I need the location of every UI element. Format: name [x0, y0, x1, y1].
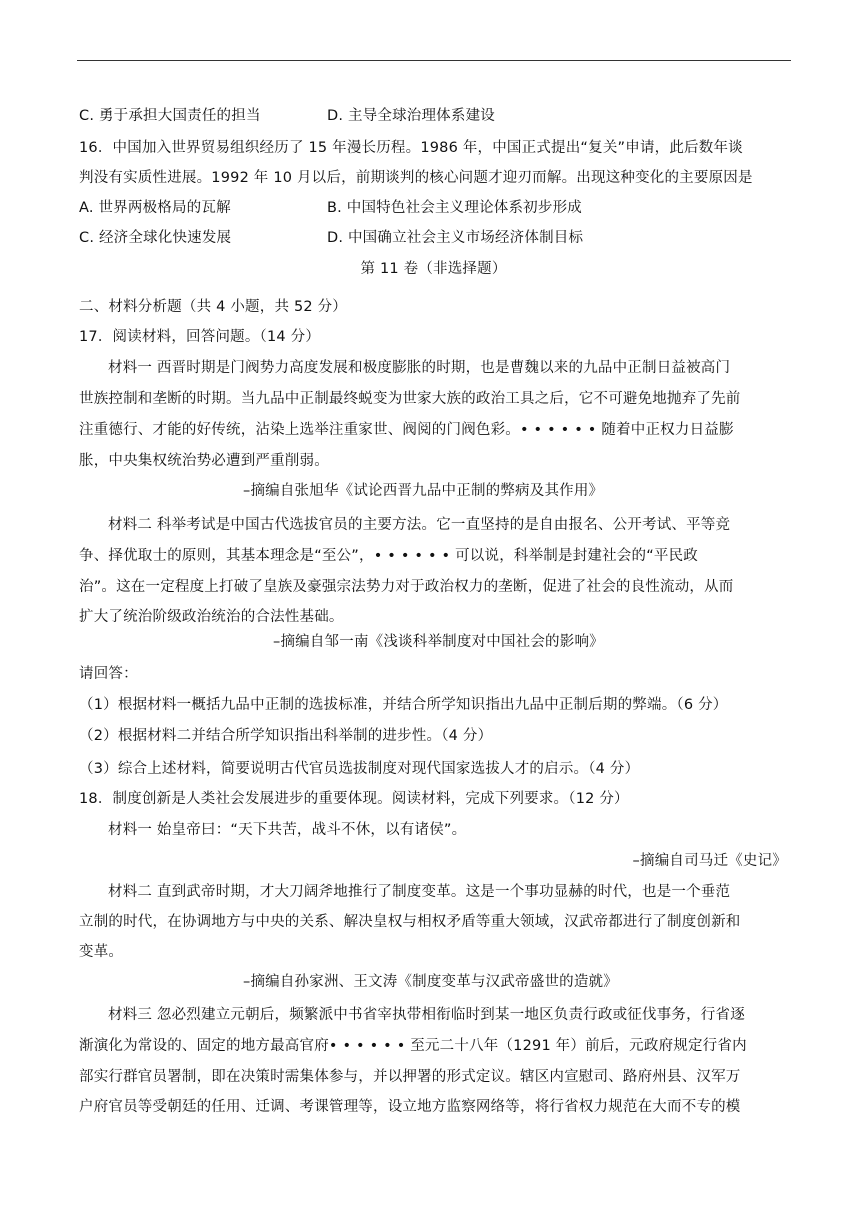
q17-material-2-source: –摘编自邹一南《浅谈科举制度对中国社会的影响》 — [273, 634, 604, 650]
q17-stem: 17．阅读材料，回答问题。（14 分） — [79, 329, 321, 345]
q16-options-row-2 — [79, 228, 584, 248]
q17-material-1-line-2: 世族控制和垄断的时期。当九品中正制最终蜕变为世家大族的政治工具之后，它不可避免地抛弃了先前 — [79, 391, 741, 407]
q17-subquestion-2: （2）根据材料二并结合所学知识指出科举制的进步性。（4 分） — [79, 728, 493, 744]
q18-material-1-source: –摘编自司马迁《史记》 — [632, 853, 787, 869]
q16-option-d: D. 中国确立社会主义市场经济体制目标 — [327, 230, 584, 246]
q15-option-d: D. 主导全球治理体系建设 — [327, 108, 495, 124]
q18-material-3-line-4: 户府官员等受朝廷的任用、迁调、考课管理等，设立地方监察网络等，将行省权力规范在大而不专的模 — [79, 1099, 741, 1115]
q17-material-1-line-4: 胀，中央集权统治势必遭到严重削弱。 — [79, 453, 329, 469]
volume-title: 第 11 卷（非选择题） — [360, 261, 507, 277]
q16-stem-line-1: 16．中国加入世界贸易组织经历了 15 年漫长历程。1986 年，中国正式提出“复关”申请，此后数年谈 — [79, 140, 743, 156]
q17-material-2-line-3: 治”。这在一定程度上打破了皇族及豪强宗法势力对于政治权力的垄断，促进了社会的良性流动，从而 — [79, 579, 734, 595]
q17-subquestion-1: （1）根据材料一概括九品中正制的选拔标准，并结合所学知识指出九品中正制后期的弊端。（6 分） — [79, 697, 728, 713]
q15-options-row — [79, 106, 495, 126]
header-rule — [77, 60, 791, 61]
q15-option-c: C. 勇于承担大国责任的担当 — [79, 108, 261, 124]
q16-option-c: C. 经济全球化快速发展 — [79, 230, 232, 246]
q18-material-3-line-2: 渐演化为常设的、固定的地方最高官府• • • • • • 至元二十八年（1291 年）前后，元政府规定行省内 — [79, 1038, 747, 1054]
q17-subquestion-3: （3）综合上述材料，简要说明古代官员选拔制度对现代国家选拔人才的启示。（4 分） — [79, 761, 640, 777]
q17-material-1-source: –摘编自张旭华《试论西晋九品中正制的弊病及其作用》 — [243, 483, 604, 499]
q18-material-2-source: –摘编自孙家洲、王文涛《制度变革与汉武帝盛世的造就》 — [243, 974, 618, 990]
q16-options-row-1 — [79, 198, 582, 218]
q17-material-1-line-3: 注重德行、才能的好传统，沾染上选举注重家世、阀阅的门阀色彩。• • • • • • 随着中正权力日益膨 — [79, 422, 734, 438]
q18-material-2-line-3: 变革。 — [79, 944, 124, 960]
q18-material-3-line-1: 材料三 忽必烈建立元朝后，频繁派中书省宰执带相衔临时到某一地区负责行政或征伐事务，行省逐 — [108, 1007, 745, 1023]
q18-material-2-line-1: 材料二 直到武帝时期，才大刀阔斧地推行了制度变革。这是一个事功显赫的时代，也是一个垂范 — [108, 884, 731, 900]
q17-material-1-line-1: 材料一 西晋时期是门阀势力高度发展和极度膨胀的时期，也是曹魏以来的九品中正制日益被高门 — [108, 360, 731, 376]
q17-material-2-line-2: 争、择优取士的原则，其基本理念是“至公”，• • • • • • 可以说，科举制是封建社会的“平民政 — [79, 548, 699, 564]
q16-stem-line-2: 判没有实质性进展。1992 年 10 月以后，前期谈判的核心问题才迎刃而解。出现这种变化的主要原因是 — [79, 170, 753, 186]
section-heading: 二、材料分析题（共 4 小题，共 52 分） — [79, 299, 348, 315]
q18-material-3-line-3: 部实行群官员署制，即在决策时需集体参与，并以押署的形式定议。辖区内宣慰司、路府州县、汉军万 — [79, 1069, 741, 1085]
q17-material-2-line-1: 材料二 科举考试是中国古代选拔官员的主要方法。它一直坚持的是自由报名、公开考试、平等竞 — [108, 517, 731, 533]
q17-ask: 请回答： — [79, 666, 138, 682]
q18-material-2-line-2: 立制的时代，在协调地方与中央的关系、解决皇权与相权矛盾等重大领域，汉武帝都进行了制度创新和 — [79, 914, 741, 930]
q16-option-b: B. 中国特色社会主义理论体系初步形成 — [327, 200, 582, 216]
q18-stem: 18．制度创新是人类社会发展进步的重要体现。阅读材料，完成下列要求。（12 分） — [79, 791, 629, 807]
q18-material-1-line-1: 材料一 始皇帝曰：“天下共苦，战斗不休，以有诸侯”。 — [108, 822, 467, 838]
q16-option-a: A. 世界两极格局的瓦解 — [79, 200, 231, 216]
q17-material-2-line-4: 扩大了统治阶级政治统治的合法性基础。 — [79, 609, 344, 625]
